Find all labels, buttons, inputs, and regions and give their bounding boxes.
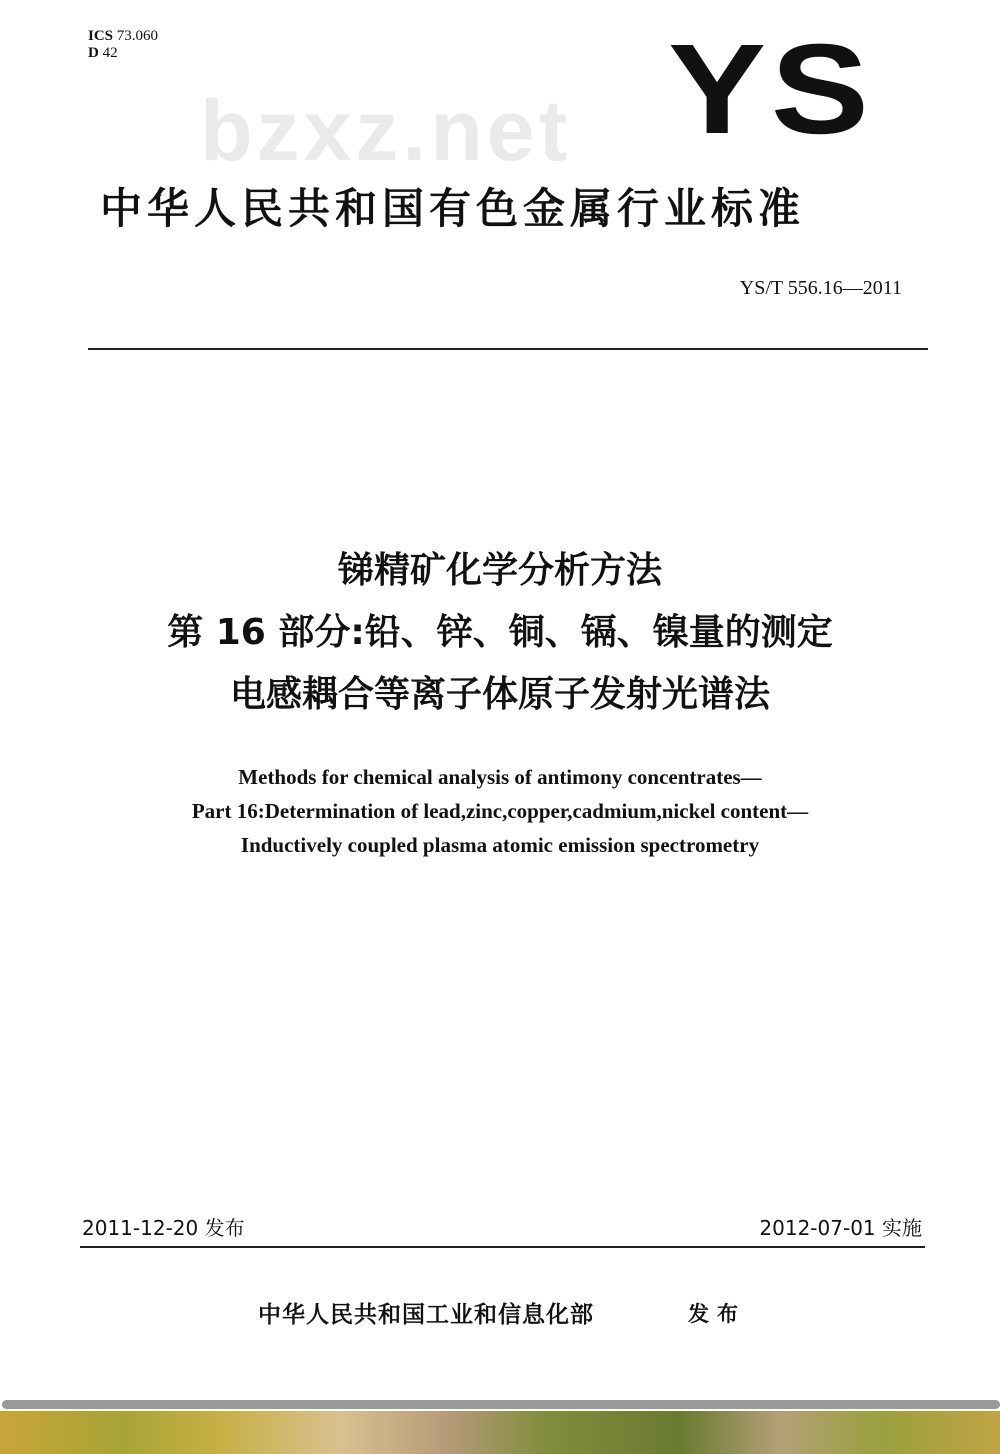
- horizontal-scrollbar[interactable]: [2, 1400, 1000, 1409]
- issue-date: 2011-12-20 发布: [82, 1216, 245, 1240]
- title-line: 电感耦合等离子体原子发射光谱法: [229, 674, 770, 715]
- background-photo: [0, 1411, 1000, 1454]
- classification-code: [88, 45, 118, 62]
- class-label: D: [88, 45, 99, 61]
- title-line: Inductively coupled plasma atomic emission spectrometry: [240, 833, 760, 857]
- class-number: 42: [102, 45, 118, 61]
- ics-code: [88, 28, 158, 45]
- english-title: [0, 760, 1000, 862]
- title-line: 第 16 部分:铅、锌、铜、镉、镍量的测定: [167, 612, 833, 653]
- chinese-title: [0, 540, 1000, 726]
- publisher: 中华人民共和国工业和信息化部: [258, 1302, 594, 1328]
- standard-title: 中华人民共和国有色金属行业标准: [100, 184, 806, 233]
- implement-date: 2012-07-01 实施: [759, 1216, 922, 1240]
- ys-logo: YS: [668, 18, 874, 161]
- divider: [88, 348, 928, 350]
- ics-label: ICS: [88, 28, 114, 44]
- title-line: Part 16:Determination of lead,zinc,copper,cadmium,nickel content—: [191, 799, 809, 823]
- divider: [80, 1246, 925, 1248]
- standard-number: YS/T 556.16—2011: [739, 277, 902, 299]
- title-line: Methods for chemical analysis of antimony concentrates—: [238, 765, 762, 789]
- publish-label: 发布: [688, 1302, 746, 1326]
- title-line: 锑精矿化学分析方法: [337, 550, 662, 591]
- watermark: bzxz.net: [200, 83, 572, 179]
- ics-number: 73.060: [116, 28, 159, 44]
